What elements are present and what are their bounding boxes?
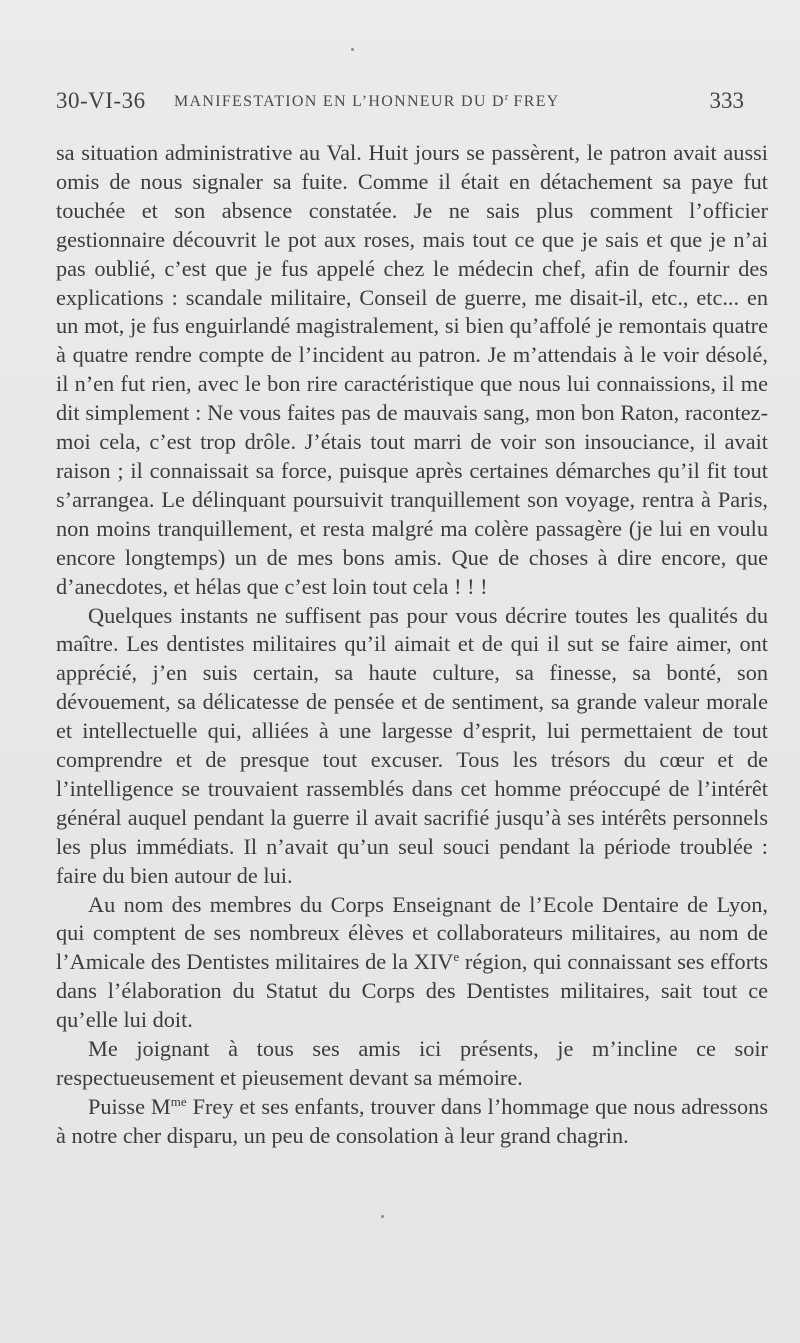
paragraph-5 [56, 1093, 768, 1151]
paragraph-1: sa situation administrative au Val. Huit jours se passèrent, le patron avait aussi omis de nous signaler sa fuite. Comme il était en détachement sa paye fut touchée et son absence constatée. Je ne sais plus comment l’officier gestionnaire découvrit le pot aux roses, mais tout ce que je sais et que je n’ai pas oublié, c’est que je fus appelé chez le médecin chef, afin de fournir des explications : scandale militaire, Conseil de guerre, me disait-il, etc., etc... en un mot, je fus enguirlandé magistralement, si bien qu’affolé je remontais quatre à quatre rendre compte de l’incident au patron. Je m’attendais à le voir désolé, il n’en fut rien, avec le bon rire caractéristique que nous lui connaissions, il me dit simplement : Ne vous faites pas de mauvais sang, mon bon Raton, racontez-moi cela, c’est trop drôle. J’étais tout marri de voir son insouciance, il avait raison ; il connaissait sa force, puisque après certaines démarches qu’il fit tout s’arrangea. Le délinquant poursuivit tranquillement son voyage, rentra à Paris, non moins tranquillement, et resta malgré ma colère passagère (je lui en voulu encore longtemps) un de mes bons amis. Que de choses à dire encore, que d’anecdotes, et hélas que c’est loin tout cela ! ! ! [56, 140, 768, 599]
page-number: 333 [709, 88, 744, 113]
paper-speck [351, 48, 354, 51]
header-title-main: MANIFESTATION EN L’HONNEUR DU D [174, 93, 505, 110]
paragraph-3-superscript: e [453, 949, 460, 965]
paragraph-5-part-a: Puisse M [88, 1093, 171, 1119]
paragraph-5-superscript: me [170, 1093, 187, 1109]
header-date: 30-VI-36 [56, 88, 146, 113]
body-text [56, 139, 768, 1151]
running-head [56, 88, 744, 118]
paragraph-3-part-b: région, qui connaissant ses efforts dans l’élaboration du Statut du Corps des Dentistes militaires, sait tout ce qu’elle lui doit. [56, 949, 769, 1033]
paper-speck [381, 1215, 384, 1218]
paragraph-4: Me joignant à tous ses amis ici présents, je m’incline ce soir respectueusement et pieusement devant sa mémoire. [56, 1036, 768, 1090]
header-title-end: FREY [508, 93, 560, 110]
header-title-superscript: r [504, 92, 509, 103]
header-title [174, 92, 560, 111]
paragraph-5-part-b: Frey et ses enfants, trouver dans l’hommage que nous adressons à notre cher disparu, un peu de consolation à leur grand chagrin. [56, 1093, 768, 1148]
paragraph-3 [56, 891, 768, 1036]
paragraph-3-part-a: Au nom des membres du Corps Enseignant de l’Ecole Dentaire de Lyon, qui comptent de ses nombreux élèves et collaborateurs militaires, au nom de l’Amicale des Dentistes militaires de la XIV [56, 891, 768, 975]
paragraph-2: Quelques instants ne suffisent pas pour vous décrire toutes les qualités du maître. Les dentistes militaires qu’il aimait et de qui il sut se faire aimer, ont apprécié, j’en suis certain, sa haute culture, sa finesse, sa bonté, son dévouement, sa délicatesse de pensée et de sentiment, sa grande valeur morale et intellectuelle qui, alliées à une largesse d’esprit, lui permettaient de tout comprendre et de presque tout excuser. Tous les trésors du cœur et de l’intelligence se trouvaient rassemblés dans cet homme préoccupé de l’intérêt général auquel pendant la guerre il avait sacrifié jusqu’à ses intérêts personnels les plus immédiats. Il n’avait qu’un seul souci pendant la période troublée : faire du bien autour de lui. [56, 602, 768, 888]
